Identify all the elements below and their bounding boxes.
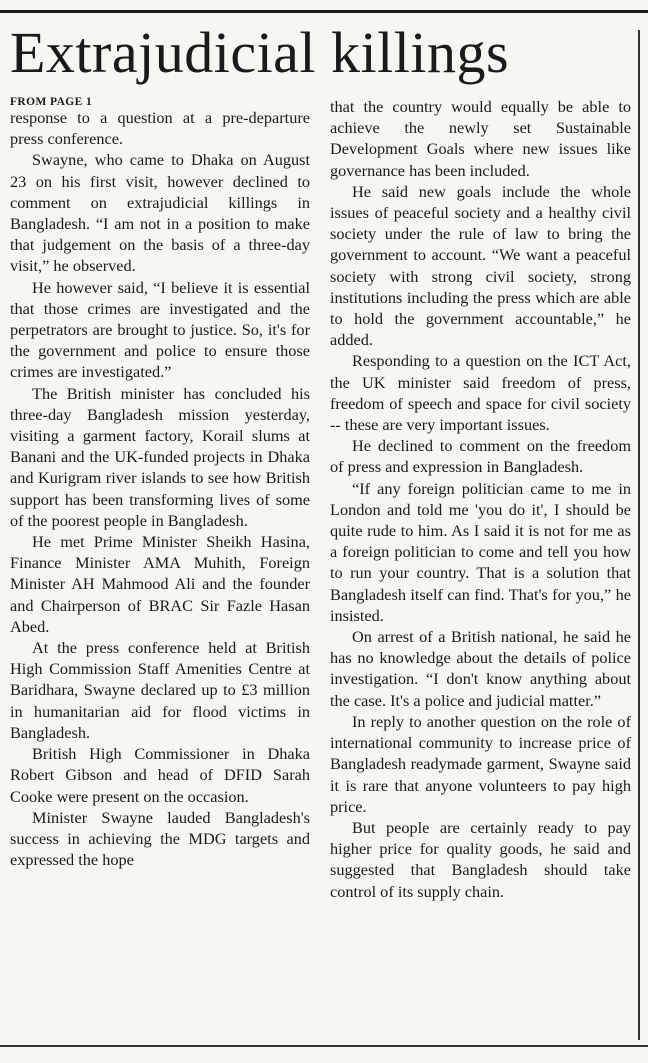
kicker: FROM PAGE 1	[10, 96, 93, 108]
top-rule	[0, 10, 648, 13]
paragraph: He declined to comment on the freedom of press and expression in Bangladesh.	[330, 436, 631, 477]
paragraph: He said new goals include the whole issues of peaceful society and a healthy civil society under the rule of law to bring the government to account. “We want a peaceful society with strong civil society, strong institutions including the press which are able to hold the government accountable,” he added.	[330, 181, 631, 350]
paragraph: He however said, “I believe it is essential that those crimes are investigated and the perpetrators are brought to justice. So, it's for the government and police to ensure those crimes are investigated.”	[10, 277, 310, 382]
column-rule-right	[638, 30, 640, 1040]
paragraph: response to a question at a pre-departure press conference.	[10, 108, 310, 149]
paragraph: But people are certainly ready to pay higher price for quality goods, he said and suggested that Bangladesh should take control of its supply chain.	[330, 817, 631, 901]
right-column	[330, 96, 631, 902]
paragraph: On arrest of a British national, he said he has no knowledge about the details of police investigation. “I don't know anything about the case. It's a police and judicial matter.”	[330, 627, 631, 710]
paragraph: Responding to a question on the ICT Act, the UK minister said freedom of press, freedom of speech and space for civil society -- these are very important issues.	[330, 351, 631, 435]
paragraph: At the press conference held at British High Commission Staff Amenities Centre at Baridhara, Swayne declared up to £3 million in humanitarian aid for flood victims in Bangladesh.	[10, 638, 310, 742]
paragraph: “If any foreign politician came to me in London and told me 'you do it', I should be quite rude to him. As I said it is not for me as a foreign politician to come and tell you how to run your country. That is a solution that Bangladesh itself can find. That's for you,” he insisted.	[330, 478, 631, 625]
paragraph: British High Commissioner in Dhaka Robert Gibson and head of DFID Sarah Cooke were present on the occasion.	[10, 744, 310, 806]
paragraph: Minister Swayne lauded Bangladesh's success in achieving the MDG targets and expressed the hope	[10, 807, 310, 870]
headline: Extrajudicial killings	[10, 20, 510, 85]
paragraph: Swayne, who came to Dhaka on August 23 on his first visit, however declined to comment on extrajudicial killings in Bangladesh. “I am not in a position to make that judgement on the basis of a three-day visit,” he observed.	[10, 150, 310, 276]
paragraph: He met Prime Minister Sheikh Hasina, Finance Minister AMA Muhith, Foreign Minister AH Mahmood Ali and the founder and Chairperson of BRAC Sir Fazle Hasan Abed.	[10, 532, 310, 636]
paragraph: In reply to another question on the role of international community to increase price of Bangladesh readymade garment, Swayne said it is rare that anyone volunteers to pay high price.	[330, 711, 631, 816]
bottom-rule	[0, 1045, 648, 1047]
left-column	[10, 96, 310, 870]
paragraph: that the country would equally be able to achieve the newly set Sustainable Development Goals where new issues like governance has been included.	[330, 97, 631, 180]
paragraph: The British minister has concluded his three-day Bangladesh mission yesterday, visiting a garment factory, Korail slums at Banani and the UK-funded projects in Dhaka and Kurigram river islands to see how British support has been transforming lives of some of the poorest people in Bangladesh.	[10, 383, 310, 530]
